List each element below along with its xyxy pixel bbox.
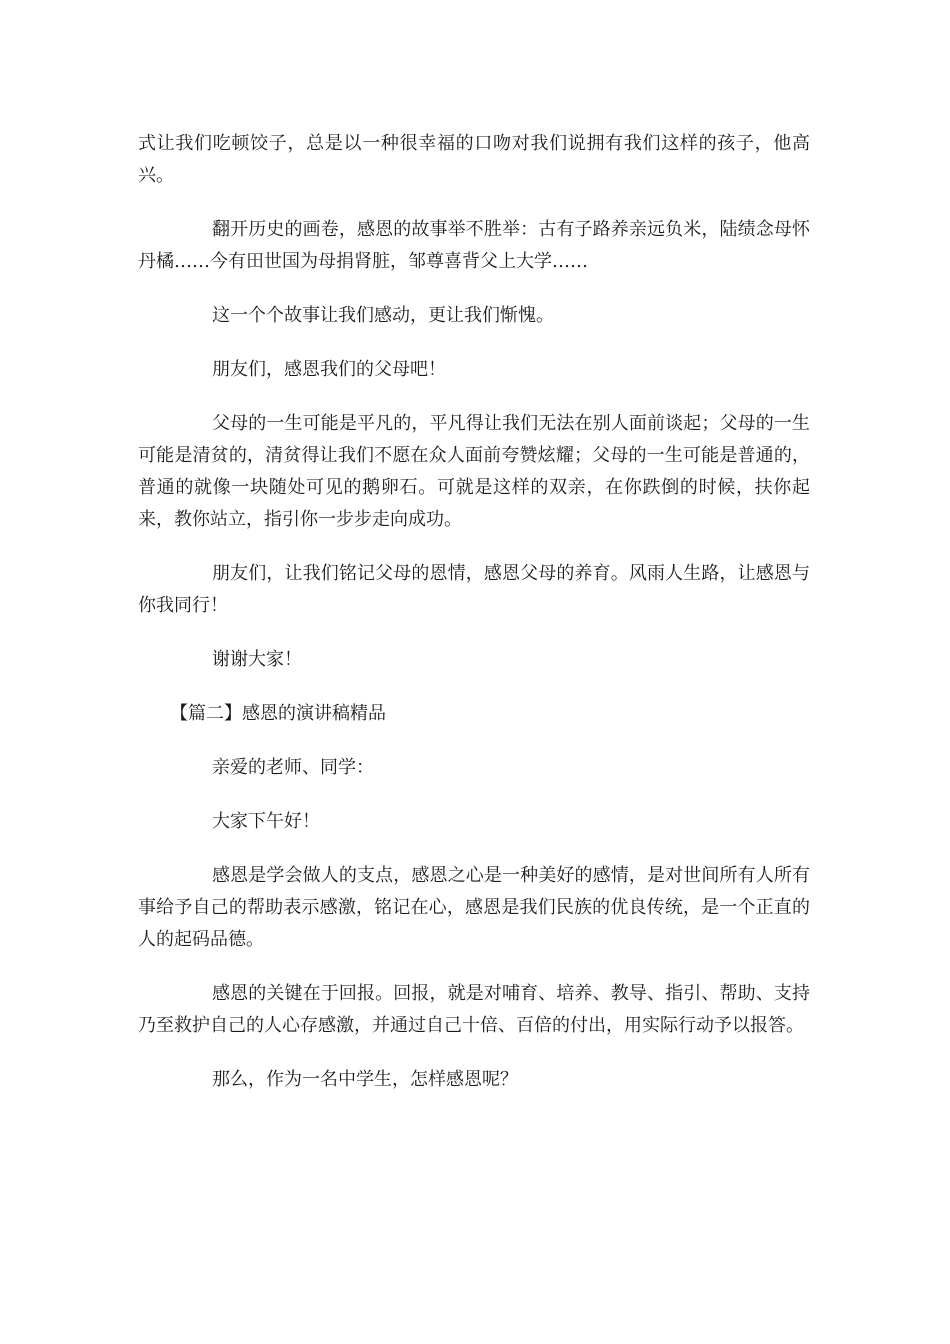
- paragraph-remember: 朋友们，让我们铭记父母的恩情，感恩父母的养育。风雨人生路，让感恩与你我同行！: [138, 563, 810, 616]
- paragraph-thank-parents: 朋友们，感恩我们的父母吧！: [212, 359, 446, 380]
- paragraph-moved: 这一个个故事让我们感动，更让我们惭愧。: [212, 305, 554, 326]
- paragraph-repay: 感恩的关键在于回报。回报，就是对哺育、培养、教导、指引、帮助、支持乃至救护自己的人心存感激，并通过自己十倍、百倍的付出，用实际行动予以报答。: [138, 983, 810, 1036]
- section-heading: 【篇二】感恩的演讲稿精品: [170, 703, 386, 724]
- paragraph-gratitude-pivot: 感恩是学会做人的支点，感恩之心是一种美好的感情，是对世间所有人所有事给予自己的帮助表示感激，铭记在心，感恩是我们民族的优良传统，是一个正直的人的起码品德。: [138, 865, 810, 950]
- paragraph-greeting: 亲爱的老师、同学：: [212, 757, 374, 778]
- paragraph-parents-life: 父母的一生可能是平凡的，平凡得让我们无法在别人面前谈起；父母的一生可能是清贫的，清贫得让我们不愿在众人面前夸赞炫耀；父母的一生可能是普通的，普通的就像一块随处可见的鹅卵石。可就是这样的双亲，在你跌倒的时候，扶你起来，教你站立，指引你一步步走向成功。: [138, 413, 810, 530]
- paragraph-history: 翻开历史的画卷，感恩的故事举不胜举：古有子路养亲远负米，陆绩念母怀丹橘……今有田世国为母捐肾脏，邹尊喜背父上大学……: [138, 219, 810, 272]
- document-body: [138, 128, 810, 1096]
- paragraph-good-afternoon: 大家下午好！: [212, 811, 320, 832]
- paragraph-thanks: 谢谢大家！: [212, 649, 302, 670]
- paragraph-question: 那么，作为一名中学生，怎样感恩呢？: [212, 1069, 518, 1090]
- paragraph-continuation: 式让我们吃顿饺子，总是以一种很幸福的口吻对我们说拥有我们这样的孩子，他高兴。: [138, 133, 810, 186]
